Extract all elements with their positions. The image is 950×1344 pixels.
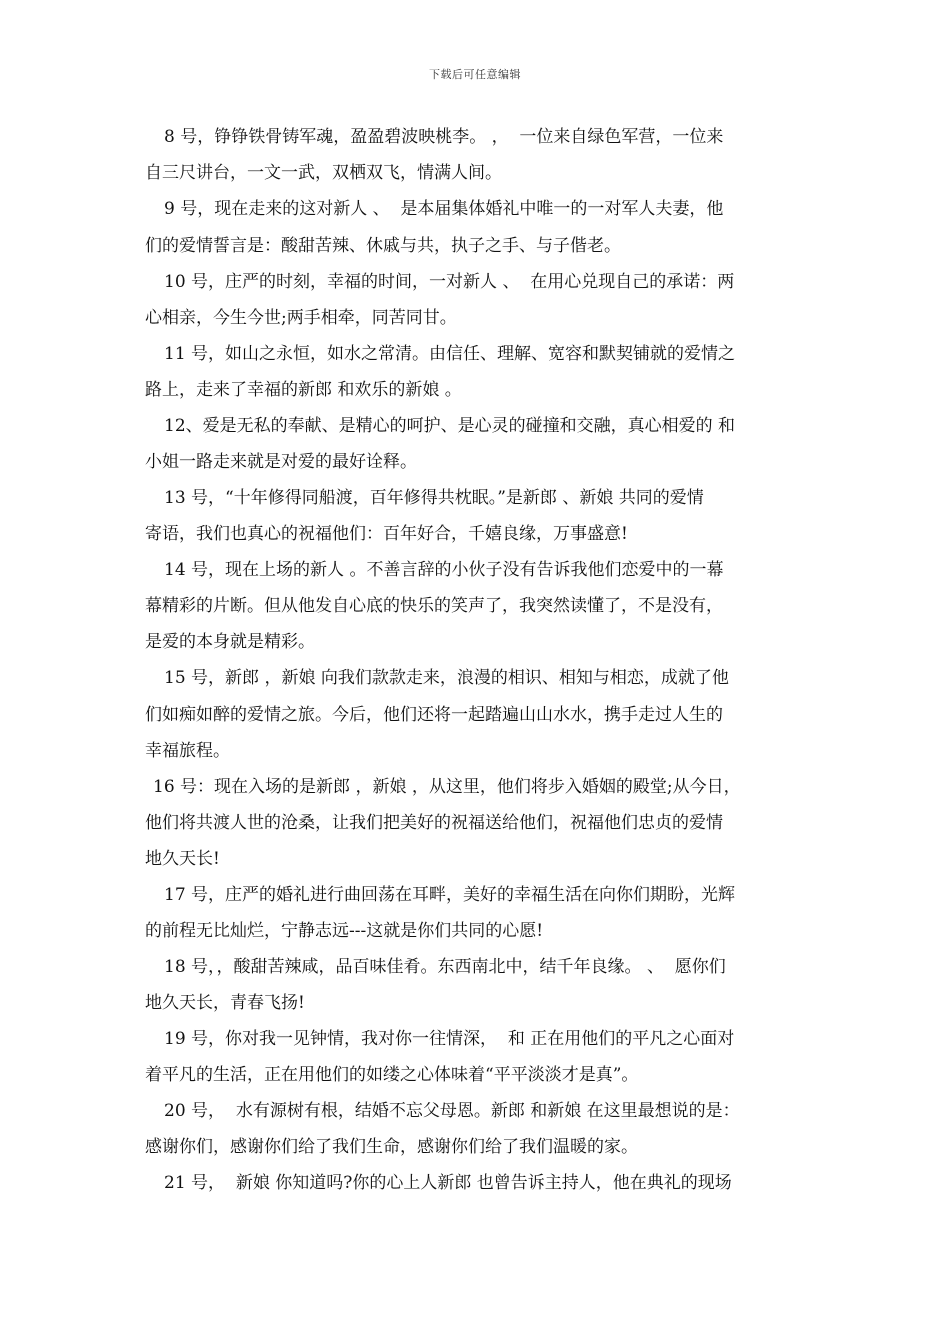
text-line: 是爱的本身就是精彩。	[145, 632, 315, 652]
text-line: 19 号，你对我一见钟情，我对你一往情深， 和 正在用他们的平凡之心面对	[164, 1029, 735, 1049]
text-line: 们如痴如醉的爱情之旅。今后，他们还将一起踏遍山山水水，携手走过人生的	[145, 705, 723, 725]
text-line: 着平凡的生活，正在用他们的如缕之心体味着“平平淡淡才是真”。	[145, 1065, 639, 1085]
text-line: 8 号，铮铮铁骨铸军魂，盈盈碧波映桃李。 ， 一位来自绿色军营，一位来	[164, 127, 724, 147]
text-line: 18 号，，酸甜苦辣咸，品百味佳肴。东西南北中，结千年良缘。 、 愿你们	[164, 957, 726, 977]
text-line: 21 号， 新娘 你知道吗?你的心上人新郎 也曾告诉主持人，他在典礼的现场	[164, 1173, 732, 1193]
text-line: 的前程无比灿烂，宁静志远---这就是你们共同的心愿!	[145, 921, 544, 941]
text-line: 地久天长!	[145, 849, 220, 869]
text-line: 15 号，新郎 ，新娘 向我们款款走来，浪漫的相识、相知与相恋，成就了他	[164, 668, 729, 688]
text-line: 寄语，我们也真心的祝福他们：百年好合，千嬉良缘，万事盛意!	[145, 524, 628, 544]
text-line: 小姐一路走来就是对爱的最好诠释。	[145, 452, 417, 472]
text-line: 心相亲，今生今世;两手相牵，同苦同甘。	[145, 308, 457, 328]
text-line: 幸福旅程。	[145, 741, 230, 761]
text-line: 他们将共渡人世的沧桑，让我们把美好的祝福送给他们，祝福他们忠贞的爱情	[145, 813, 723, 833]
text-line: 17 号，庄严的婚礼进行曲回荡在耳畔，美好的幸福生活在向你们期盼，光辉	[164, 885, 736, 905]
text-line: 们的爱情誓言是：酸甜苦辣、休戚与共，执子之手、与子偕老。	[145, 236, 621, 256]
text-line: 感谢你们，感谢你们给了我们生命，感谢你们给了我们温暖的家。	[145, 1137, 638, 1157]
text-line: 10 号，庄严的时刻，幸福的时间，一对新人 、 在用心兑现自己的承诺：两	[164, 272, 735, 292]
text-line: 14 号，现在上场的新人 。不善言辞的小伙子没有告诉我他们恋爱中的一幕	[164, 560, 724, 580]
text-line: 12、爱是无私的奉献、是精心的呵护、是心灵的碰撞和交融，真心相爱的 和	[164, 416, 736, 436]
text-line: 11 号，如山之永恒，如水之常清。由信任、理解、宽容和默契铺就的爱情之	[164, 344, 736, 364]
text-line: 自三尺讲台，一文一武，双栖双飞，情满人间。	[145, 163, 502, 183]
text-line: 9 号，现在走来的这对新人 、 是本届集体婚礼中唯一的一对军人夫妻，他	[164, 199, 724, 219]
text-line: 20 号， 水有源树有根，结婚不忘父母恩。新郎 和新娘 在这里最想说的是：	[164, 1101, 740, 1121]
page-header: 下载后可任意编辑	[429, 68, 521, 81]
text-line: 幕精彩的片断。但从他发自心底的快乐的笑声了，我突然读懂了，不是没有，	[145, 596, 723, 616]
text-line: 路上，走来了幸福的新郎 和欢乐的新娘 。	[145, 380, 462, 400]
text-line: 16 号：现在入场的是新郎 ，新娘 ，从这里，他们将步入婚姻的殿堂;从今日，	[153, 777, 741, 797]
text-line: 13 号，“十年修得同船渡，百年修得共枕眠。”是新郎 、新娘 共同的爱情	[164, 488, 704, 508]
text-line: 地久天长，青春飞扬!	[145, 993, 305, 1013]
